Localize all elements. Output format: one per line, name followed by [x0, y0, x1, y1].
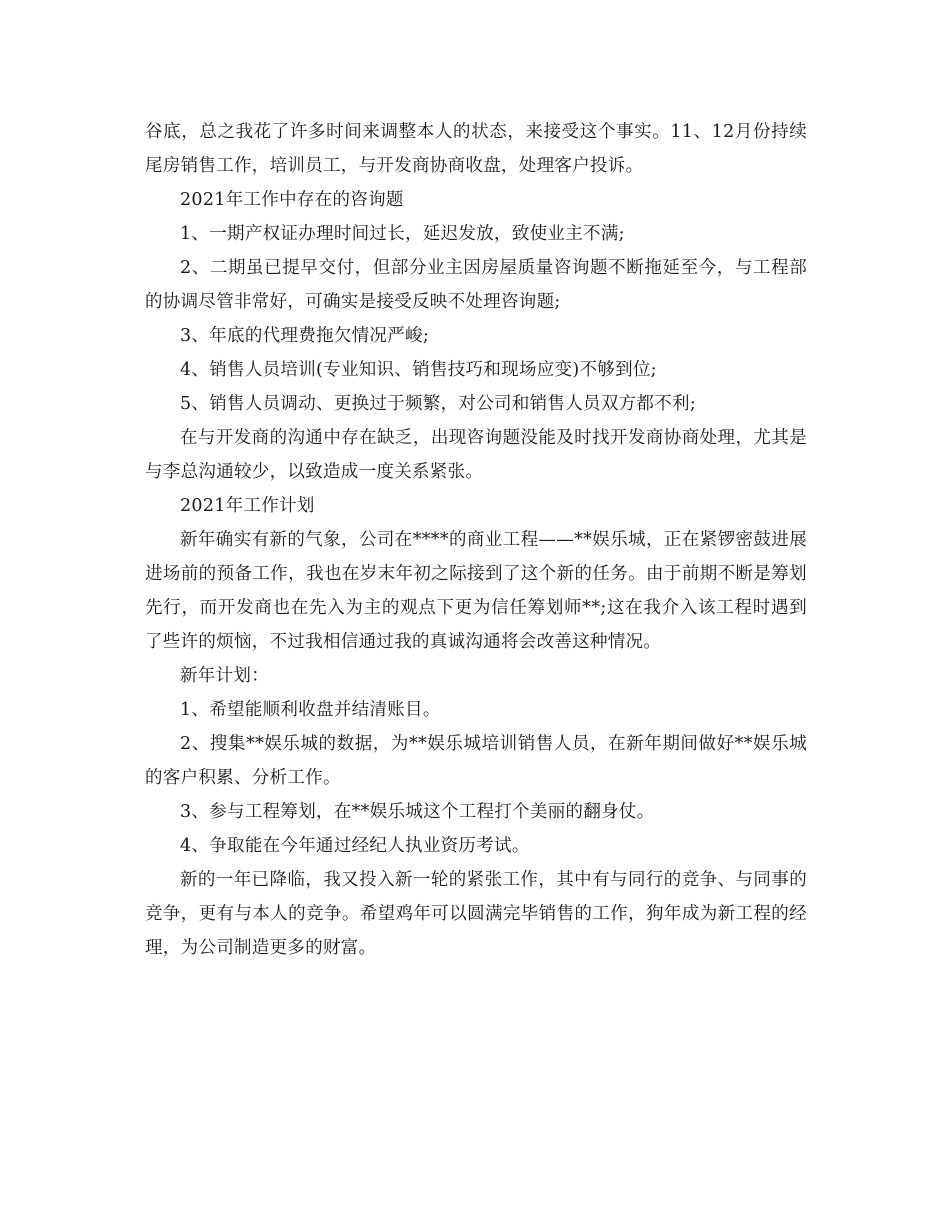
closing-paragraph: 新的一年已降临，我又投入新一轮的紧张工作，其中有与同行的竞争、与同事的竞争，更有与本人的竞争。希望鸡年可以圆满完毕销售的工作，狗年成为新工程的经理，为公司制造更多的财富。: [145, 870, 807, 958]
plan-item-2: 2、搜集**娱乐城的数据，为**娱乐城培训销售人员，在新年期间做好**娱乐城的客户积累、分析工作。: [145, 734, 807, 788]
new-year-paragraph: 新年确实有新的气象，公司在****的商业工程——**娱乐城，正在紧锣密鼓进展进场前的预备工作，我也在岁末年初之际接到了这个新的任务。由于前期不断是筹划先行，而开发商也在先入为主的观点下更为信任筹划师**;这在我介入该工程时遇到了些许的烦恼，不过我相信通过我的真诚沟通将会改善这种情况。: [145, 530, 807, 652]
communication-paragraph: 在与开发商的沟通中存在缺乏，出现咨询题没能及时找开发商协商处理，尤其是与李总沟通较少，以致造成一度关系紧张。: [145, 428, 807, 482]
problem-item-5: 5、销售人员调动、更换过于频繁，对公司和销售人员双方都不利;: [180, 394, 697, 414]
paragraph-continuation: 谷底，总之我花了许多时间来调整本人的状态，来接受这个事实。11、12月份持续尾房销售工作，培训员工，与开发商协商收盘，处理客户投诉。: [145, 122, 807, 176]
problem-item-2: 2、二期虽已提早交付，但部分业主因房屋质量咨询题不断拖延至今，与工程部的协调尽管非常好，可确实是接受反映不处理咨询题;: [145, 258, 807, 312]
problem-item-3: 3、年底的代理费拖欠情况严峻;: [180, 326, 430, 346]
plan-item-3: 3、参与工程筹划，在**娱乐城这个工程打个美丽的翻身仗。: [180, 802, 655, 822]
document-body: [145, 115, 807, 965]
section-heading-problems: 2021年工作中存在的咨询题: [180, 190, 404, 210]
problem-item-1: 1、一期产权证办理时间过长，延迟发放，致使业主不满;: [180, 224, 625, 244]
plan-item-1: 1、希望能顺利收盘并结清账目。: [180, 700, 441, 720]
plan-item-4: 4、争取能在今年通过经纪人执业资历考试。: [180, 836, 530, 856]
plan-heading: 新年计划：: [180, 666, 269, 686]
section-heading-plan: 2021年工作计划: [180, 496, 315, 516]
problem-item-4: 4、销售人员培训(专业知识、销售技巧和现场应变)不够到位;: [180, 360, 657, 380]
